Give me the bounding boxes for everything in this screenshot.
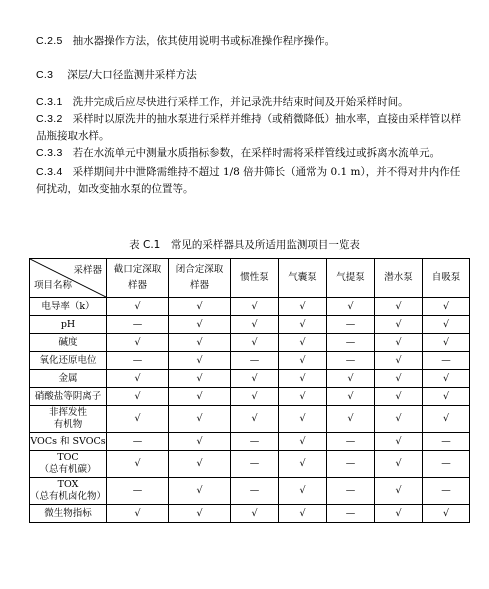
column-header bbox=[279, 259, 327, 298]
table-cell: √ bbox=[279, 370, 327, 388]
clause-number: C.3.4 bbox=[36, 166, 63, 178]
clause-text: 洗井完成后应尽快进行采样工作，并记录洗井结束时间及开始采样时间。 bbox=[72, 96, 409, 108]
table-cell: √ bbox=[169, 298, 231, 316]
table-cell: √ bbox=[327, 370, 375, 388]
table-cell: √ bbox=[169, 388, 231, 406]
table-cell: √ bbox=[375, 406, 423, 433]
table-cell: √ bbox=[169, 316, 231, 334]
table-cell: √ bbox=[375, 370, 423, 388]
table-cell: — bbox=[107, 478, 169, 505]
table-cell: √ bbox=[327, 298, 375, 316]
paragraph-c-3-1 bbox=[36, 94, 466, 111]
table-cell: √ bbox=[375, 388, 423, 406]
table-cell: √ bbox=[423, 334, 470, 352]
row-label-line2: （总有机碳） bbox=[39, 464, 97, 475]
table-cell: — bbox=[107, 352, 169, 370]
row-label bbox=[30, 298, 107, 316]
table-cell: — bbox=[231, 433, 279, 451]
row-label-line1: 硝酸盐等阴离子 bbox=[34, 390, 102, 402]
table-cell: √ bbox=[279, 451, 327, 478]
table-cell: — bbox=[423, 451, 470, 478]
table-cell: — bbox=[107, 433, 169, 451]
table-cell: — bbox=[423, 433, 470, 451]
table-cell: √ bbox=[375, 505, 423, 523]
table-row bbox=[30, 298, 470, 316]
table-cell: √ bbox=[423, 505, 470, 523]
section-title: 深层/大口径监测井采样方法 bbox=[67, 69, 197, 81]
table-cell: √ bbox=[423, 388, 470, 406]
table-cell: √ bbox=[107, 370, 169, 388]
row-label-line1: 金属 bbox=[58, 372, 78, 384]
table-cell: √ bbox=[169, 478, 231, 505]
row-label bbox=[30, 316, 107, 334]
section-number: C.3 bbox=[36, 69, 54, 81]
row-label bbox=[30, 505, 107, 523]
table-cell: √ bbox=[279, 352, 327, 370]
table-cell: √ bbox=[279, 388, 327, 406]
column-header-line1: 惯性泵 bbox=[240, 272, 269, 283]
table-cell: — bbox=[327, 478, 375, 505]
table-cell: — bbox=[231, 478, 279, 505]
table-cell: √ bbox=[375, 334, 423, 352]
row-label-line1: TOX bbox=[57, 479, 79, 490]
column-header bbox=[327, 259, 375, 298]
table-cell: √ bbox=[375, 451, 423, 478]
table-cell: √ bbox=[169, 406, 231, 433]
column-header-line1: 截口定深取 bbox=[113, 264, 162, 275]
paragraph-c-2-5 bbox=[36, 33, 466, 50]
table-cell: √ bbox=[231, 505, 279, 523]
row-label-line1: pH bbox=[60, 318, 76, 330]
table-cell: √ bbox=[107, 334, 169, 352]
table-cell: √ bbox=[231, 298, 279, 316]
table-row bbox=[30, 406, 470, 433]
table-row bbox=[30, 370, 470, 388]
table-cell: √ bbox=[375, 298, 423, 316]
table-cell: — bbox=[423, 352, 470, 370]
column-header-line1: 气囊泵 bbox=[288, 272, 317, 283]
column-header bbox=[107, 259, 169, 298]
table-cell: √ bbox=[169, 505, 231, 523]
table-row bbox=[30, 505, 470, 523]
table-cell: √ bbox=[107, 388, 169, 406]
table-cell: — bbox=[231, 451, 279, 478]
table-cell: — bbox=[327, 334, 375, 352]
row-label-line1: 氧化还原电位 bbox=[39, 354, 97, 366]
row-label bbox=[30, 406, 107, 433]
column-header-line1: 闭合定深取 bbox=[175, 264, 224, 275]
table-cell: √ bbox=[169, 334, 231, 352]
column-header bbox=[169, 259, 231, 298]
table-cell: — bbox=[423, 478, 470, 505]
row-label bbox=[30, 388, 107, 406]
header-row bbox=[30, 259, 470, 298]
table-cell: — bbox=[327, 316, 375, 334]
table-cell: √ bbox=[169, 451, 231, 478]
row-label bbox=[30, 433, 107, 451]
table-cell: √ bbox=[107, 505, 169, 523]
clause-number: C.3.3 bbox=[36, 147, 63, 159]
table-cell: √ bbox=[231, 316, 279, 334]
table-cell: √ bbox=[231, 370, 279, 388]
table-cell: √ bbox=[279, 505, 327, 523]
paragraph-c-3-4 bbox=[36, 164, 466, 198]
row-label-line2: 有机物 bbox=[53, 419, 83, 430]
table-cell: — bbox=[231, 352, 279, 370]
table-row bbox=[30, 451, 470, 478]
table-cell: √ bbox=[375, 433, 423, 451]
table-row bbox=[30, 334, 470, 352]
row-label-line1: 非挥发性 bbox=[48, 407, 87, 418]
clause-text: 抽水器操作方法，依其使用说明书或标准操作程序操作。 bbox=[72, 35, 336, 47]
table-cell: √ bbox=[375, 352, 423, 370]
table-cell: √ bbox=[279, 334, 327, 352]
clause-text: 采样期间井中泄降需维持不超过 1/8 倍井筛长（通常为 0.1 m），并不得对井内作任何扰动，如改变抽水泵的位置等。 bbox=[36, 166, 461, 195]
corner-bottom-label: 项目名称 bbox=[34, 280, 73, 291]
paragraph-c-3-2 bbox=[36, 111, 466, 145]
table-cell: — bbox=[327, 451, 375, 478]
row-label bbox=[30, 478, 107, 505]
paragraph-c-3-3 bbox=[36, 145, 466, 162]
table-cell: √ bbox=[423, 298, 470, 316]
table-cell: √ bbox=[169, 433, 231, 451]
table-cell: √ bbox=[279, 478, 327, 505]
table-cell: √ bbox=[231, 388, 279, 406]
row-label bbox=[30, 370, 107, 388]
column-header-line2: 样器 bbox=[189, 280, 209, 291]
corner-cell bbox=[30, 259, 107, 298]
table-cell: √ bbox=[169, 370, 231, 388]
table-cell: √ bbox=[231, 406, 279, 433]
column-header-line1: 气提泵 bbox=[336, 272, 365, 283]
table-cell: √ bbox=[107, 298, 169, 316]
table-cell: √ bbox=[231, 334, 279, 352]
clause-number: C.2.5 bbox=[36, 35, 63, 47]
row-label bbox=[30, 352, 107, 370]
table-row bbox=[30, 433, 470, 451]
clause-number: C.3.1 bbox=[36, 96, 63, 108]
table-cell: √ bbox=[107, 406, 169, 433]
section-heading-c-3 bbox=[36, 67, 466, 84]
table-cell: — bbox=[107, 316, 169, 334]
table-cell: √ bbox=[423, 316, 470, 334]
table-cell: √ bbox=[169, 352, 231, 370]
column-header-line1: 自吸泵 bbox=[431, 272, 461, 283]
table-cell: √ bbox=[279, 298, 327, 316]
table-cell: √ bbox=[279, 433, 327, 451]
column-header-line1: 潜水泵 bbox=[384, 272, 413, 283]
row-label-line1: 电导率（k） bbox=[41, 300, 95, 312]
clause-number: C.3.2 bbox=[36, 113, 63, 125]
table-cell: √ bbox=[423, 370, 470, 388]
table-row bbox=[30, 352, 470, 370]
row-label-line1: 微生物指标 bbox=[44, 507, 92, 519]
table-row bbox=[30, 316, 470, 334]
table-cell: — bbox=[327, 352, 375, 370]
row-label-line2: （总有机卤化物） bbox=[30, 491, 107, 502]
table-cell: √ bbox=[423, 406, 470, 433]
table-cell: √ bbox=[107, 451, 169, 478]
table-cell: √ bbox=[375, 316, 423, 334]
table-row bbox=[30, 478, 470, 505]
sampler-table bbox=[29, 258, 470, 523]
table-cell: √ bbox=[327, 406, 375, 433]
table-cell: √ bbox=[375, 478, 423, 505]
column-header bbox=[375, 259, 423, 298]
table-row bbox=[30, 388, 470, 406]
table-caption: 表 C.1 常见的采样器具及所适用监测项目一览表 bbox=[129, 239, 360, 251]
row-label-line1: VOCs 和 SVOCs bbox=[30, 435, 106, 447]
row-label bbox=[30, 451, 107, 478]
clause-text: 采样时以原洗井的抽水泵进行采样并维持（或稍微降低）抽水率，直接由采样管以样品瓶接取水样。 bbox=[36, 113, 462, 142]
table-cell: √ bbox=[327, 388, 375, 406]
table-cell: √ bbox=[279, 316, 327, 334]
corner-top-label: 采样器 bbox=[73, 265, 102, 276]
column-header bbox=[231, 259, 279, 298]
clause-text: 若在水流单元中测量水质指标参数，在采样时需将采样管线过或拆离水流单元。 bbox=[72, 147, 441, 159]
table-cell: — bbox=[327, 505, 375, 523]
row-label bbox=[30, 334, 107, 352]
row-label-line1: 碱度 bbox=[58, 336, 78, 348]
table-cell: — bbox=[327, 433, 375, 451]
column-header bbox=[423, 259, 470, 298]
row-label-line1: TOC bbox=[57, 452, 79, 463]
column-header-line2: 样器 bbox=[127, 280, 147, 291]
table-cell: √ bbox=[279, 406, 327, 433]
